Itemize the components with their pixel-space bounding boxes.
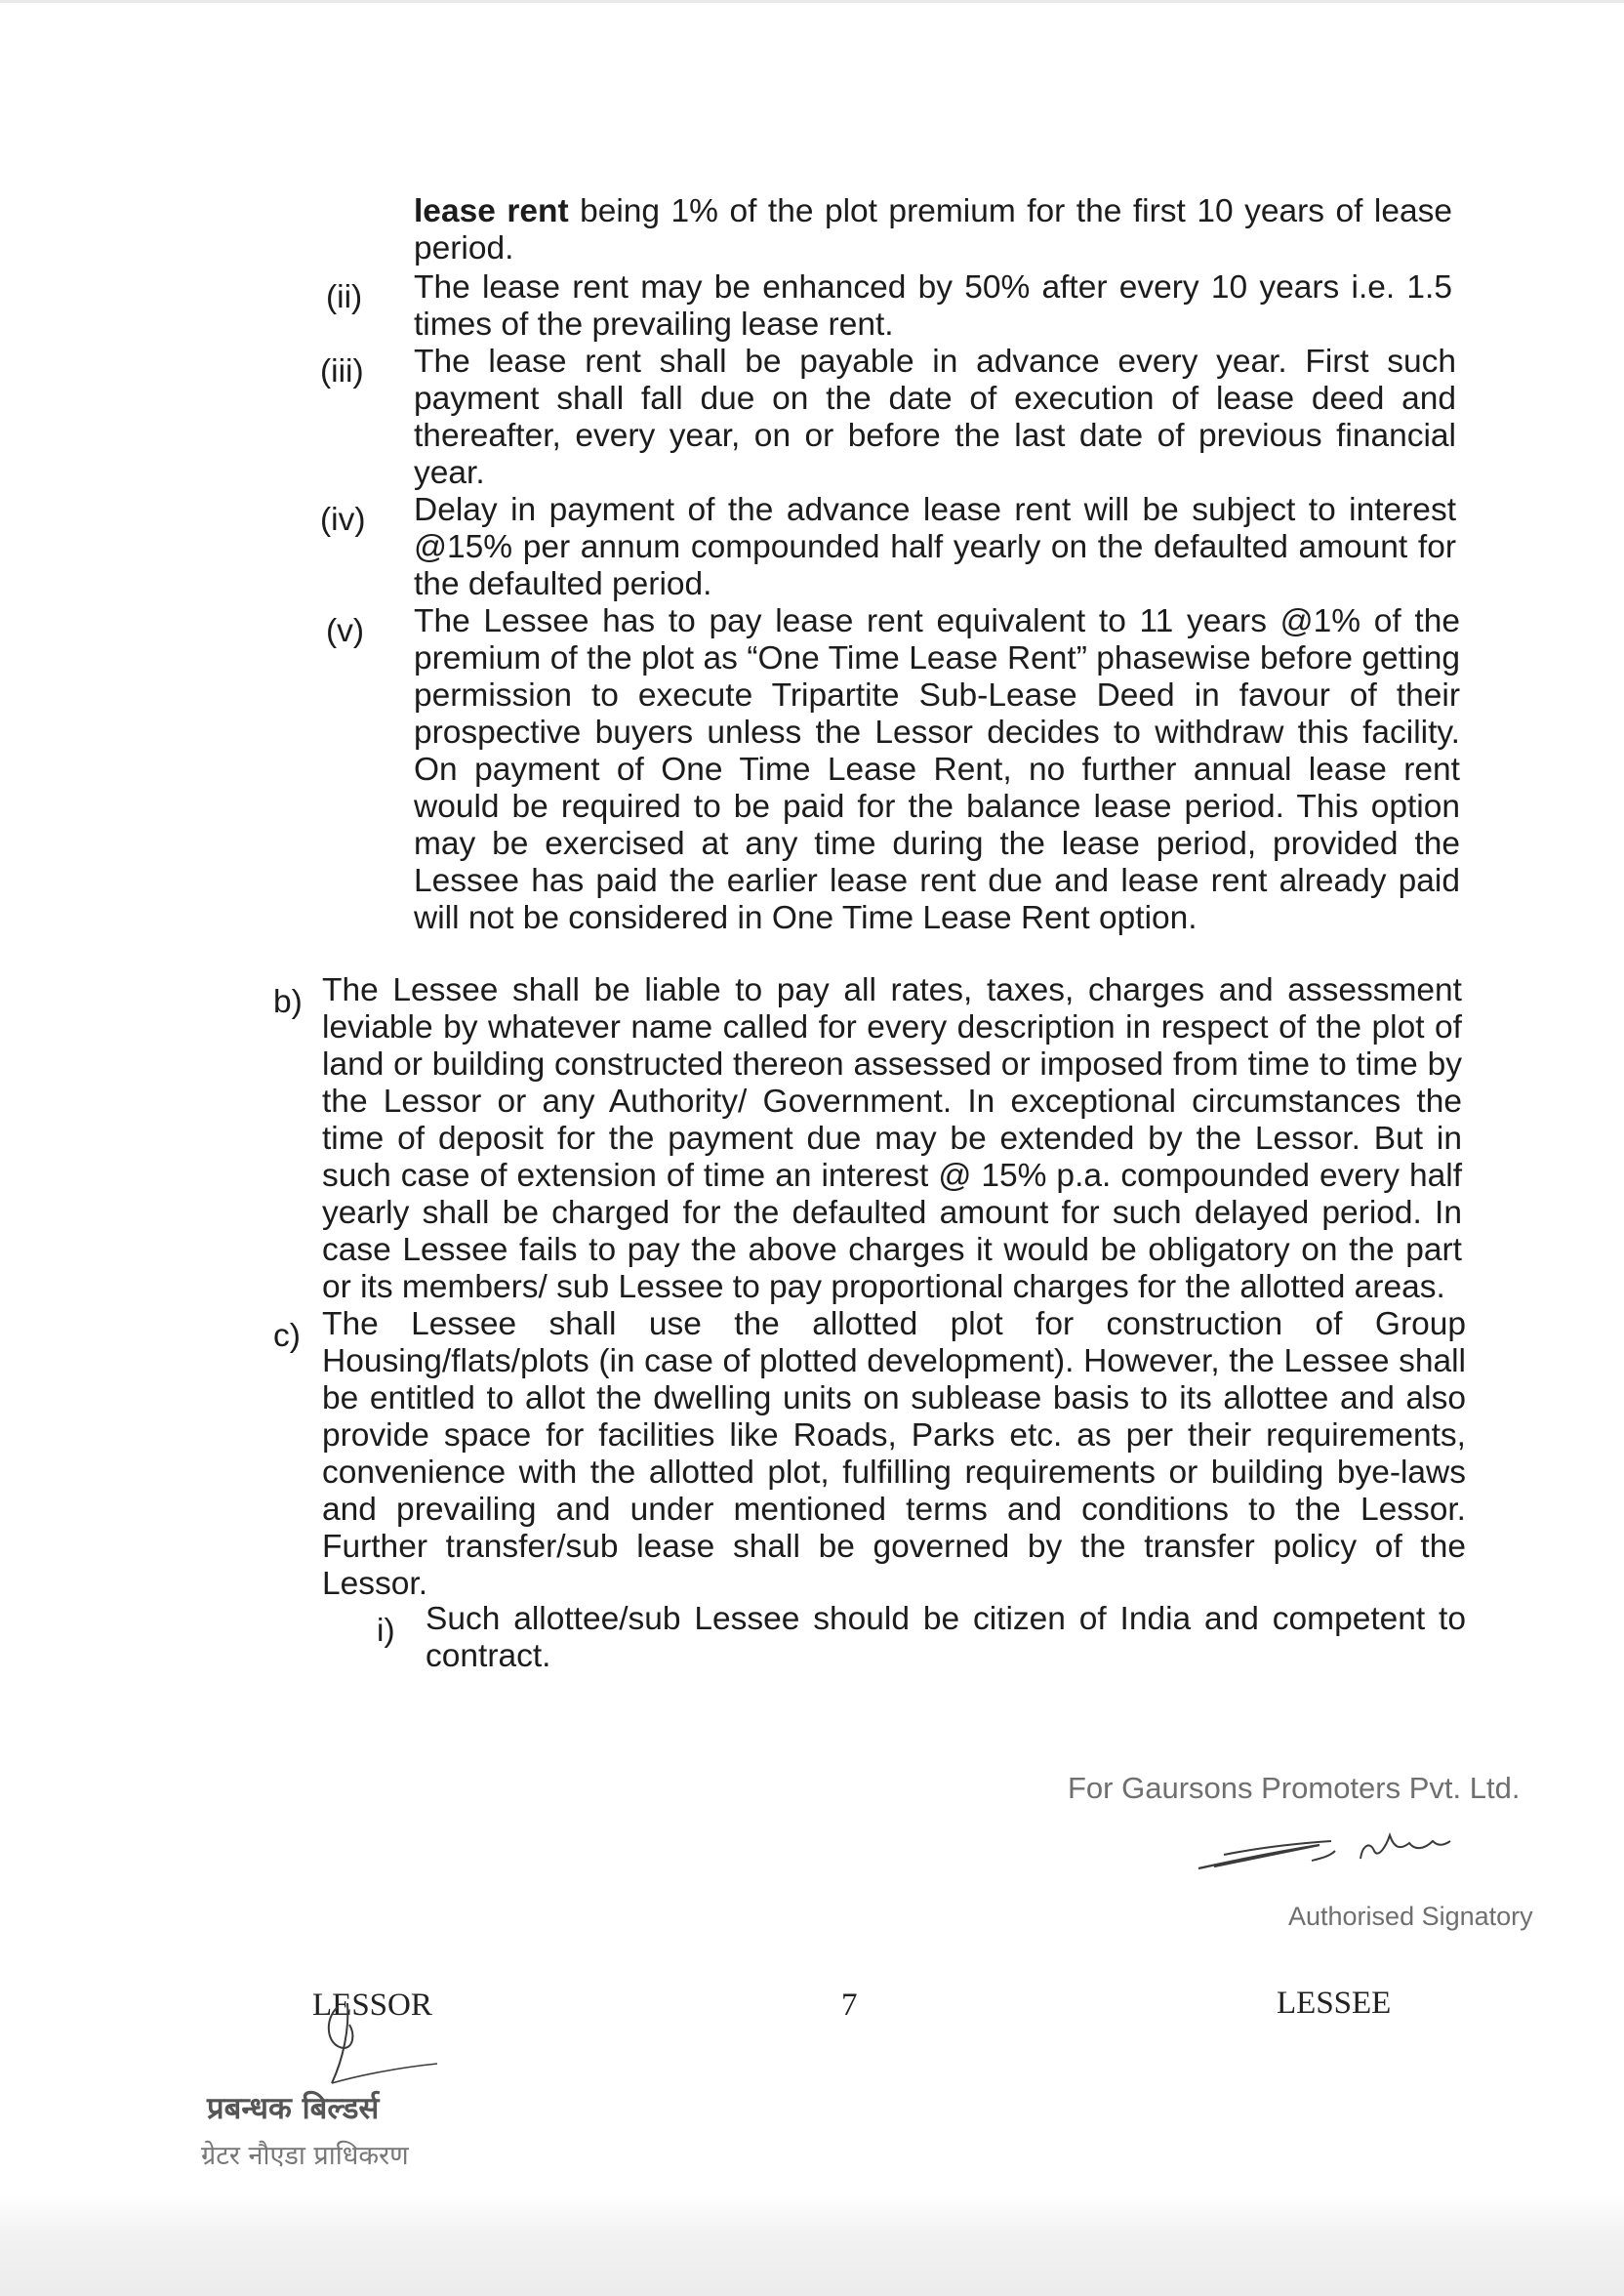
clause-c-i-text: Such allottee/sub Lessee should be citizen of India and competent to contract. [426,1601,1466,1674]
clause-iv-marker: (iv) [320,502,366,538]
authorised-signatory-label: Authorised Signatory [1288,1902,1533,1931]
scan-edge-bottom [0,2194,1624,2296]
clause-iii-marker: (iii) [320,353,364,390]
clause-c-text: The Lessee shall use the allotted plot for construction of Group Housing/flats/plots (in case of plotted development). However, the Lessee shall be entitled to allot the dwelling units on sublease basis to its allottee and also provide space for facilities like Roads, Parks etc. as per their requirements, convenience with the allotted plot, fulfilling requirements or building bye-laws and prevailing and under mentioned terms and conditions to the Lessor. Further transfer/sub lease shall be governed by the transfer policy of the Lessor. [322,1306,1466,1602]
lessor-label: LESSOR [312,1988,432,2023]
clause-b-marker: b) [273,984,303,1020]
clause-iv-text: Delay in payment of the advance lease rent will be subject to interest @15% per annum compounded half yearly on the defaulted amount for the defaulted period. [414,492,1456,602]
clause-v-text: The Lessee has to pay lease rent equivalent to 11 years @1% of the premium of the plot as “One Time Lease Rent” phasewise before getting permission to execute Tripartite Sub-Lease Deed in favour of their prospective buyers unless the Lessor decides to withdraw this facility. On payment of One Time Lease Rent, no further annual lease rent would be required to be paid for the balance lease period. This option may be exercised at any time during the lease period, provided the Lessee has paid the earlier lease rent due and lease rent already paid will not be considered in One Time Lease Rent option. [414,603,1460,936]
clause-c-marker: c) [273,1318,301,1354]
clause-c-i-marker: i) [377,1613,395,1649]
clause-i-text: being 1% of the plot premium for the first 10 years of lease period. [414,193,1452,266]
lessee-signature [1195,1822,1487,1880]
authority-stamp-line1: प्रबन्धक बिल्डर्स [207,2091,380,2126]
clause-iii-text: The lease rent shall be payable in advance every year. First such payment shall fall due on the date of execution of lease deed and thereafter, every year, on or before the last date of previous financial year. [414,344,1456,491]
authority-stamp-line2: ग्रेटर नौएडा प्राधिकरण [201,2141,409,2171]
clause-b-text: The Lessee shall be liable to pay all rates, taxes, charges and assessment leviable by whatever name called for every description in respect of the plot of land or building constructed thereon assessed or imposed from time to time by the Lessor or any Authority/ Government. In exceptional circumstances the time of deposit for the payment due may be extended by the Lessor. But in such case of extension of time an interest @ 15% p.a. compounded every half yearly shall be charged for the defaulted amount for such delayed period. In case Lessee fails to pay the above charges it would be obligatory on the part or its members/ sub Lessee to pay proportional charges for the allotted areas. [322,972,1462,1305]
clause-ii-text: The lease rent may be enhanced by 50% after every 10 years i.e. 1.5 times of the prevailing lease rent. [414,269,1452,343]
clause-i-continuation [414,193,1452,267]
page-number: 7 [841,1988,858,2023]
lease-rent-term: lease rent [414,193,569,229]
lessor-signature [310,1999,447,2087]
clause-v-marker: (v) [326,613,365,649]
company-stamp: For Gaursons Promoters Pvt. Ltd. [1068,1771,1521,1805]
lessee-label: LESSEE [1277,1986,1392,2021]
scan-edge-top [0,0,1624,3]
clause-ii-marker: (ii) [326,279,363,315]
